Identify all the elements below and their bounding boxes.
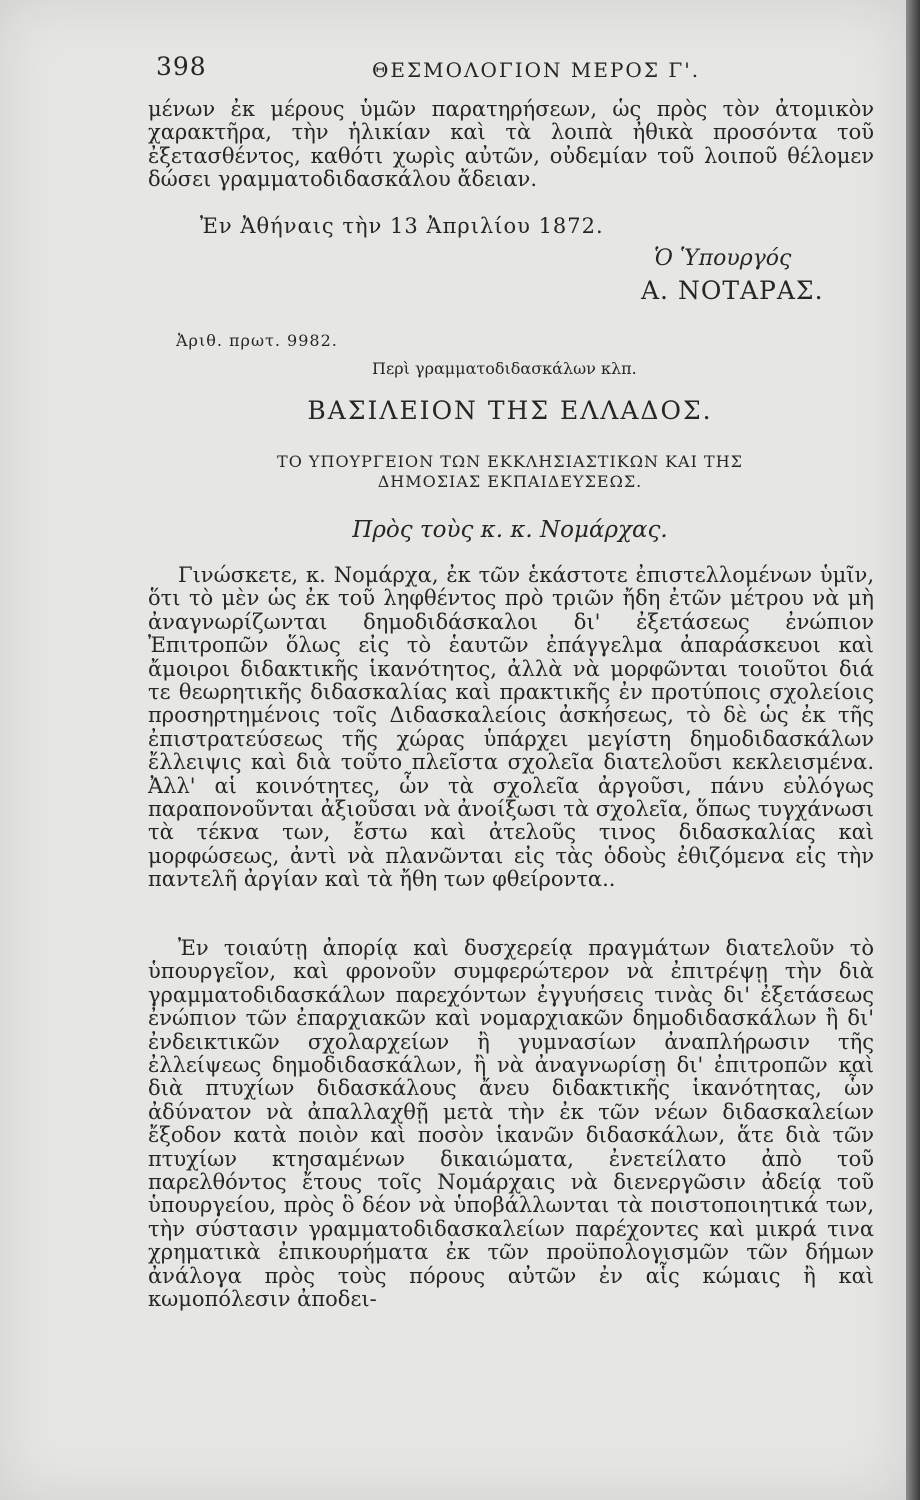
subject-line: Περὶ γραμματοδιδασκάλων κλπ.	[372, 359, 637, 378]
running-head: ΘΕΣΜΟΛΟΓΙΟΝ ΜΕΡΟΣ Γ'.	[372, 58, 701, 82]
ministry-heading-line-1: ΤΟ ΥΠΟΥΡΓΕΙΟΝ ΤΩΝ ΕΚΚΛΗΣΙΑΣΤΙΚΩΝ ΚΑΙ ΤΗΣ	[277, 452, 743, 471]
body-paragraph-1: Γινώσκετε, κ. Νομάρχα, ἐκ τῶν ἑκάστοτε ἐπιστελλομένων ὑμῖν, ὅτι τὸ μὲν ὡς ἐκ τοῦ ληφθέντος πρὸ τριῶν ἤδη ἐτῶν μέτρου νὰ μὴ ἀναγνωρίζωνται δημοδιδάσκαλοι δι' ἐξετάσεως ἐνώπιον Ἐπιτροπῶν ὅλως εἰς τὸ ἑαυτῶν ἐπάγγελμα ἀπαράσκευοι καὶ ἄμοιροι διδακτικῆς ἱκανότητος, ἀλλὰ νὰ μορφῶνται τοιοῦτοι διά τε θεωρητικῆς διδασκαλίας καὶ πρακτικῆς ἐν προτύποις σχολείοις προσηρτημένοις τοῖς Διδασκαλείοις ἀσκήσεως, τὸ δὲ ὡς ἐκ τῆς ἐπιστρατεύσεως τῆς χώρας ὑπάρχει μεγίστη δημοδιδασκάλων ἔλλειψις καὶ διὰ τοῦτο πλεῖστα σχολεῖα διατελοῦσι κεκλεισμένα. Ἀλλ' αἱ κοινότητες, ὧν τὰ σχολεῖα ἀργοῦσι, πάνυ εὐλόγως παραπονοῦνται ἀξιοῦσαι νὰ ἀνοίξωσι τὰ σχολεῖα, ὅπως τυγχάνωσι τὰ τέκνα των, ἔστω καὶ ἀτελοῦς τινος διδασκαλίας καὶ μορφώσεως, ἀντὶ νὰ πλανῶνται εἰς τὰς ὁδοὺς ἐθιζόμενα εἰς τὴν παντελῆ ἀργίαν καὶ τὰ ἤθη των φθείροντα..	[148, 563, 874, 892]
reference-number: Ἀριθ. πρωτ. 9982.	[176, 331, 338, 350]
body-paragraph-2: Ἐν τοιαύτῃ ἀπορίᾳ καὶ δυσχερείᾳ πραγμάτων διατελοῦν τὸ ὑπουργεῖον, καὶ φρονοῦν συμφερώτερον νὰ ἐπιτρέψῃ τὴν διὰ γραμματοδιδασκάλων παρεχόντων ἐγγυήσεις τινὰς δι' ἐξετάσεως ἐνώπιον τῶν ἐπαρχιακῶν καὶ νομαρχιακῶν δημοδιδασκάλων ἢ δι' ἐνδεικτικῶν σχολαρχείων ἢ γυμνασίων ἀναπλήρωσιν τῆς ἐλλείψεως δημοδιδασκάλων, ἢ νὰ ἀναγνωρίσῃ δι' ἐπιτροπῶν καὶ διὰ πτυχίων διδασκάλους ἄνευ διδακτικῆς ἱκανότητας, ὧν ἀδύνατον νὰ ἀπαλλαχθῇ μετὰ τὴν ἐκ τῶν νέων διδασκαλείων ἔξοδον κατὰ ποιὸν καὶ ποσὸν ἱκανῶν διδασκάλων, ἅτε διὰ τῶν πτυχίων κτησαμένων δικαιώματα, ἐνετείλατο ἀπὸ τοῦ παρελθόντος ἔτους τοῖς Νομάρχαις νὰ διενεργῶσιν ἀδείᾳ τοῦ ὑπουργείου, πρὸς ὃ δέον νὰ ὑποβάλλωνται τὰ ποιστοποιητικά των, τὴν σύστασιν γραμματοδιδασκαλείων παρέχοντες καὶ μικρά τινα χρηματικὰ ἐπικουρήματα ἐκ τῶν προϋπολογισμῶν τῶν δήμων ἀνάλογα πρὸς τοὺς πόρους αὐτῶν ἐν αἷς κώμαις ἢ καὶ κωμοπόλεσιν ἀποδει-	[148, 936, 874, 1312]
minister-signature-name: Α. ΝΟΤΑΡΑΣ.	[641, 276, 824, 305]
ministry-heading-line-2: ΔΗΜΟΣΙΑΣ ΕΚΠΑΙΔΕΥΣΕΩΣ.	[377, 472, 643, 491]
page-number: 398	[156, 52, 207, 81]
page-edge-shadow	[906, 0, 920, 1500]
date-line: Ἐν Ἀθήναις τὴν 13 Ἀπριλίου 1872.	[200, 214, 604, 238]
continuation-paragraph: μένων ἐκ μέρους ὑμῶν παρατηρήσεων, ὡς πρὸς τὸν ἀτομικὸν χαρακτῆρα, τὴν ἡλικίαν καὶ τὰ λοιπὰ ἠθικὰ προσόντα τοῦ ἐξετασθέντος, καθότι χωρὶς αὐτῶν, οὐδεμίαν τοῦ λοιποῦ θέλομεν δώσει γραμματοδιδασκάλου ἄδειαν.	[148, 97, 874, 192]
page-header	[150, 52, 870, 92]
ministry-heading	[150, 452, 870, 492]
minister-title: Ὁ Ὑπουργός	[654, 246, 792, 271]
kingdom-heading: ΒΑΣΙΛΕΙΟΝ ΤΗΣ ΕΛΛΑΔΟΣ.	[307, 396, 713, 425]
addressee-line: Πρὸς τοὺς κ. κ. Νομάρχας.	[352, 517, 668, 543]
